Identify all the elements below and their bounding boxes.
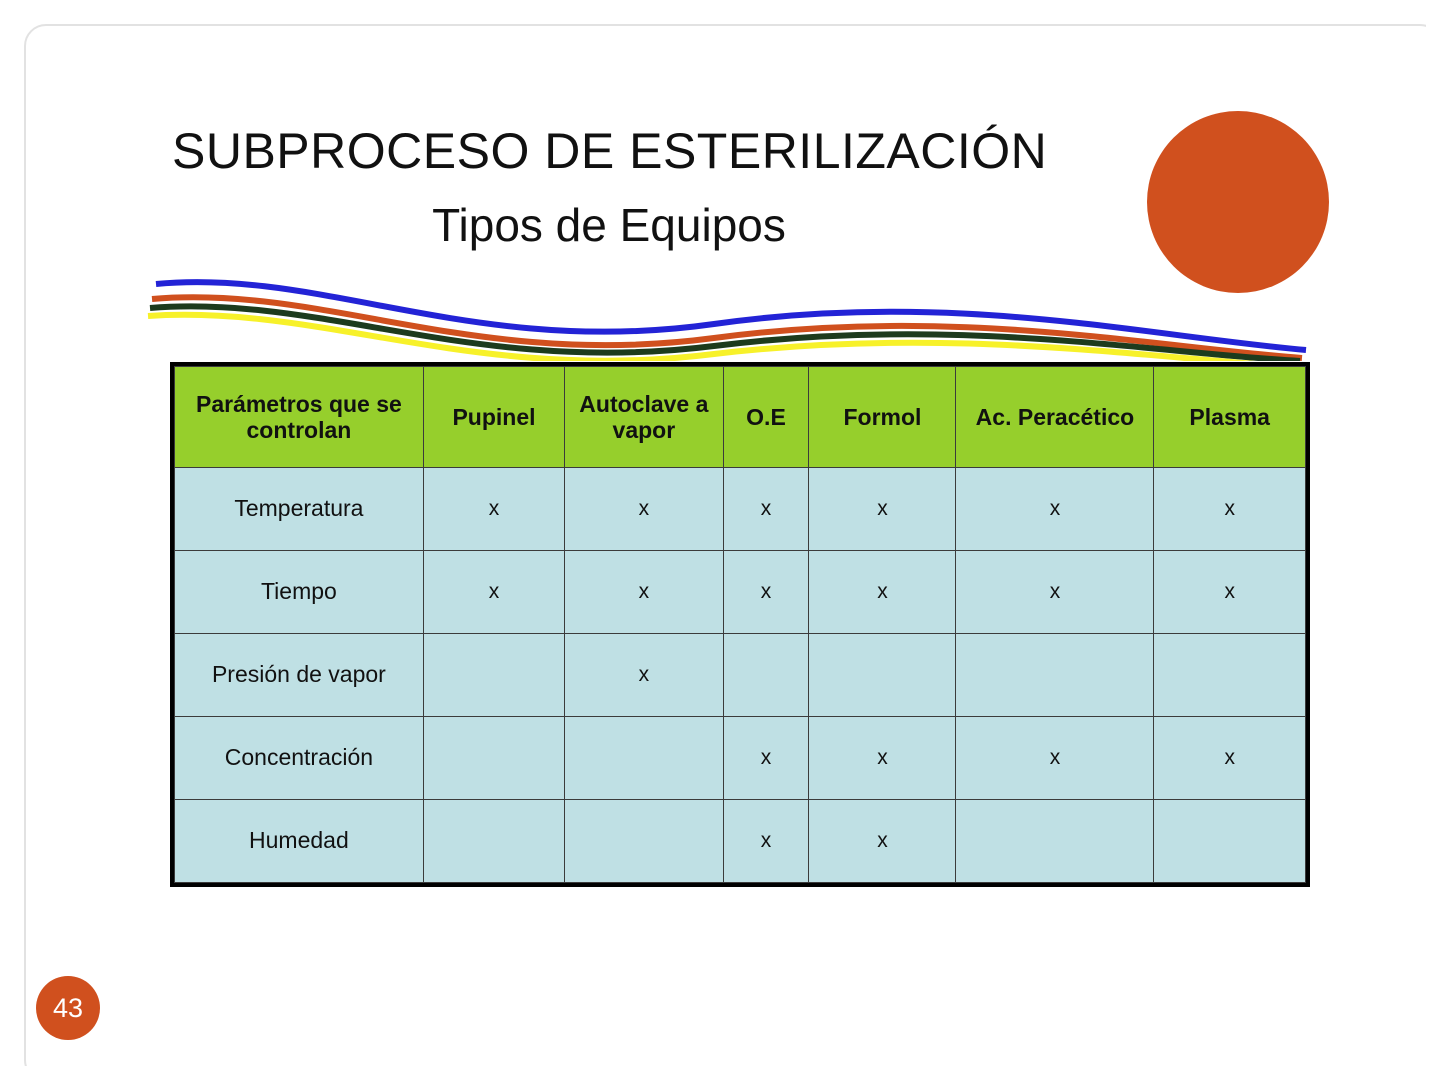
cell-mark: x	[809, 468, 956, 551]
column-header-autoclave: Autoclave a vapor	[565, 367, 723, 468]
decorative-wave-lines	[144, 266, 1314, 361]
cell-mark: x	[723, 717, 809, 800]
cell-mark: x	[1154, 468, 1306, 551]
cell-mark	[956, 634, 1154, 717]
column-header-pupinel: Pupinel	[423, 367, 564, 468]
table-row	[175, 800, 1306, 883]
table-row	[175, 468, 1306, 551]
column-header-plasma: Plasma	[1154, 367, 1306, 468]
row-label: Concentración	[175, 717, 424, 800]
cell-mark	[423, 634, 564, 717]
cell-mark: x	[423, 551, 564, 634]
cell-mark: x	[565, 634, 723, 717]
cell-mark	[423, 717, 564, 800]
cell-mark	[565, 800, 723, 883]
row-label: Humedad	[175, 800, 424, 883]
page-number-badge: 43	[36, 976, 100, 1040]
cell-mark: x	[423, 468, 564, 551]
row-label: Temperatura	[175, 468, 424, 551]
title-block	[164, 122, 1324, 252]
cell-mark: x	[723, 800, 809, 883]
cell-mark	[809, 634, 956, 717]
cell-mark: x	[1154, 551, 1306, 634]
cell-mark	[956, 800, 1154, 883]
cell-mark: x	[565, 551, 723, 634]
cell-mark: x	[956, 551, 1154, 634]
cell-mark: x	[1154, 717, 1306, 800]
cell-mark	[1154, 800, 1306, 883]
table-row	[175, 551, 1306, 634]
column-header-oe: O.E	[723, 367, 809, 468]
page-title: SUBPROCESO DE ESTERILIZACIÓN	[172, 123, 1048, 179]
column-header-formol: Formol	[809, 367, 956, 468]
parameters-table	[170, 362, 1310, 887]
cell-mark	[423, 800, 564, 883]
cell-mark: x	[809, 800, 956, 883]
cell-mark: x	[956, 717, 1154, 800]
row-label: Tiempo	[175, 551, 424, 634]
cell-mark: x	[723, 468, 809, 551]
column-header-ac-peracetico: Ac. Peracético	[956, 367, 1154, 468]
table-row	[175, 717, 1306, 800]
row-label: Presión de vapor	[175, 634, 424, 717]
page-subtitle: Tipos de Equipos	[432, 199, 786, 251]
table-header-row	[175, 367, 1306, 468]
column-header-parametros: Parámetros que se controlan	[175, 367, 424, 468]
cell-mark: x	[956, 468, 1154, 551]
cell-mark	[1154, 634, 1306, 717]
cell-mark: x	[723, 551, 809, 634]
cell-mark: x	[809, 717, 956, 800]
cell-mark: x	[809, 551, 956, 634]
cell-mark: x	[565, 468, 723, 551]
cell-mark	[723, 634, 809, 717]
table-row	[175, 634, 1306, 717]
cell-mark	[565, 717, 723, 800]
